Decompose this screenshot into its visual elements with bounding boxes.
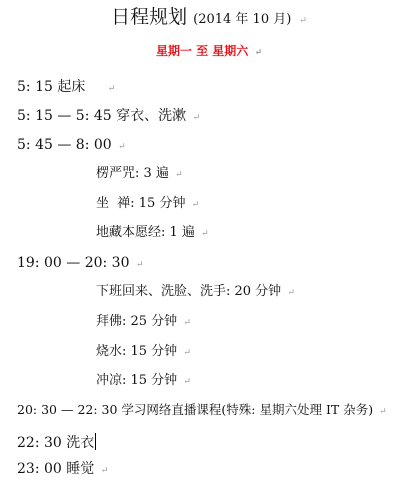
paragraph-mark-icon: ↵ [183, 377, 191, 387]
schedule-sub-line[interactable] [96, 374, 191, 387]
schedule-line-text: 楞严咒: 3 遍 [96, 166, 169, 181]
paragraph-mark-icon: ↵ [175, 170, 183, 180]
schedule-line[interactable] [17, 462, 108, 476]
paragraph-mark-icon: ↵ [254, 48, 263, 58]
days-range-heading [0, 45, 418, 58]
paragraph-mark-icon: ↵ [183, 318, 191, 328]
paragraph-mark-icon: ↵ [379, 407, 387, 417]
schedule-line-text: 5: 15 — 5: 45 穿衣、洗漱 [17, 108, 187, 124]
schedule-line[interactable] [17, 138, 126, 152]
schedule-line-text: 5: 45 — 8: 00 [17, 137, 112, 153]
schedule-line-text: 地藏本愿经: 1 遍 [96, 225, 195, 240]
paragraph-mark-icon: ↵ [201, 229, 209, 239]
schedule-sub-line[interactable] [96, 167, 183, 180]
schedule-sub-line[interactable] [96, 345, 191, 358]
schedule-line[interactable] [17, 404, 387, 417]
paragraph-mark-icon: ↵ [299, 16, 307, 26]
paragraph-mark-icon: ↵ [287, 288, 295, 298]
schedule-sub-line[interactable] [96, 315, 191, 328]
paragraph-mark-icon: ↵ [100, 466, 109, 476]
schedule-line[interactable] [17, 256, 144, 270]
paragraph-mark-icon: ↵ [191, 200, 200, 210]
schedule-line[interactable] [17, 433, 96, 450]
schedule-line-text: 19: 00 — 20: 30 [17, 255, 130, 271]
paragraph-mark-icon: ↵ [107, 84, 116, 94]
schedule-line-text: 下班回来、洗脸、洗手: 20 分钟 [96, 284, 282, 299]
schedule-line-text: 拜佛: 25 分钟 [96, 314, 178, 329]
title-subtitle: (2014 年 10 月) [193, 12, 292, 27]
schedule-sub-line[interactable] [96, 285, 295, 298]
schedule-sub-line[interactable] [96, 226, 209, 239]
days-range-text: 星期一 至 星期六 [155, 44, 249, 58]
title-main: 日程规划 [111, 6, 188, 28]
schedule-line-text: 冲凉: 15 分钟 [96, 373, 178, 388]
schedule-line[interactable] [17, 109, 200, 123]
schedule-line[interactable] [17, 80, 115, 94]
paragraph-mark-icon: ↵ [192, 113, 201, 123]
schedule-line-text: 坐 禅: 15 分钟 [96, 196, 186, 211]
schedule-line-text: 20: 30 — 22: 30 学习网络直播课程(特殊: 星期六处理 IT 杂务) [17, 402, 374, 417]
paragraph-mark-icon: ↵ [118, 142, 126, 152]
schedule-line-text: 烧水: 15 分钟 [96, 344, 178, 359]
page-title [0, 8, 418, 27]
schedule-line-text: 5: 15 起床 [17, 79, 86, 95]
paragraph-mark-icon: ↵ [135, 260, 144, 270]
text-cursor [95, 433, 96, 450]
paragraph-mark-icon: ↵ [183, 348, 191, 358]
schedule-line-text: 23: 00 睡觉 [17, 461, 95, 477]
schedule-line-text: 22: 30 洗衣 [17, 435, 95, 451]
schedule-sub-line[interactable] [96, 197, 199, 210]
